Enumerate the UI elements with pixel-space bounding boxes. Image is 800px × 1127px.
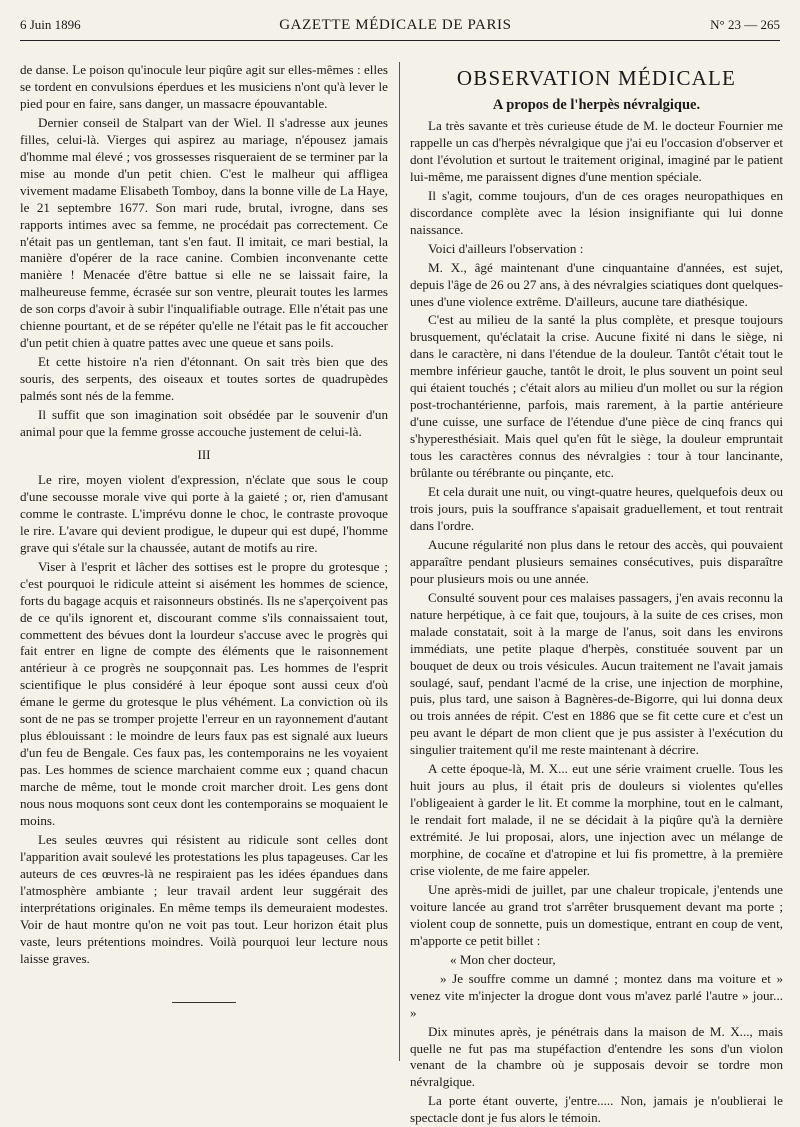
letter-salutation: « Mon cher docteur, — [450, 951, 556, 967]
end-rule — [172, 1002, 236, 1003]
issue-page-number: N° 23 — 265 — [710, 17, 780, 32]
paragraph: Les seules œuvres qui résistent au ridicule sont celles dont l'apparition avait soulevé les protestations les plus tapageuses. Car les auteurs de ces œuvres-là ne respiraient pas les idées épandues dans l'atmosphère ambiante ; leur travail ardent leur suggérait des interprétations originales. En même temps ils demeuraient modestes. Voir de haut montre qu'on ne voit pas tout. Leur horizon était plus vaste, leurs prétentions moindres. Voilà pourquoi leur lecture nous laisse graves. — [20, 831, 388, 966]
paragraph: Et cette histoire n'a rien d'étonnant. On sait très bien que des souris, des serpents, des oiseaux et toutes sortes de quadrupèdes palmés sont nés de la femme. — [20, 354, 388, 404]
paragraph: Le rire, moyen violent d'expression, n'éclate que sous le coup d'une secousse morale vive qui porte à la gaieté ; or, rien d'amusant comme le contraste. L'imprévu donne le choc, le contraste provoque le rire. L'avare qui devient prodigue, le dupeur qui est dupé, l'homme grave qui s'étale sur la chaussée, autant de motifs au rire. — [20, 471, 388, 555]
paragraph: M. X., âgé maintenant d'une cinquantaine d'années, est sujet, depuis l'âge de 26 ou 27 ans, à des névralgies sciatiques dont quelques-unes d'une violence extrême. D'ailleurs, aucune tare diathésique. — [410, 259, 783, 309]
paragraph: Il s'agit, comme toujours, d'un de ces orages neuropathiques en discordance complète avec la lésion insignifiante qui lui donne naissance. — [410, 187, 783, 237]
header-rule — [20, 40, 780, 41]
paragraph: Il suffit que son imagination soit obsédée par le souvenir d'un animal pour que la femme grosse accouche justement de celui-là. — [20, 407, 388, 440]
right-column — [410, 62, 783, 1126]
paragraph: Dix minutes après, je pénétrais dans la maison de M. X..., mais quelle ne fut pas ma stupéfaction d'entendre les sons d'un violon venant de la chambre où je supposais devoir se tordre mon névralgique. — [410, 1023, 783, 1090]
issue-date: 6 Juin 1896 — [20, 17, 81, 32]
paragraph: de danse. Le poison qu'inocule leur piqûre agit sur elles-mêmes : elles se tordent en convulsions éperdues et les musiciens n'ont qu'à lever le pied pour en faire, sans danger, un massacre épouvantable. — [20, 62, 388, 111]
column-divider — [399, 62, 400, 1061]
section-number: III — [197, 446, 211, 462]
paragraph: Viser à l'esprit et lâcher des sottises est le propre du grotesque ; c'est pourquoi le ridicule atteint si aisément les hommes de science, forts du bagage acquis et raisonneurs obstinés. Ils ne s'aperçoivent pas de ce qu'ils ignorent et, discourant comme s'ils connaissaient tout, commettent des bévues dont la lourdeur s'accuse avec le progrès qui fait entrer en ligne de compte des éléments que le raisonnement antérieur à ce progrès ne soupçonnait pas. Les hommes de l'esprit scientifique le plus considéré à leur époque sont aussi ceux d'où émane le germe du grotesque le plus véhément. La conviction où ils sont de ne pas se tromper projette l'erreur en un rayonnement d'autant plus éblouissant : le moindre de leurs faux pas est signalé aux lueurs d'un feu de Bengale. Ces faux pas, les contemporains ne les voyaient pas. Les hommes de science marchaient comme eux ; quand chacun marche de même, tout le monde croit marcher droit. Les gens dont nous nous moquons sont ceux dont les contemporains se moquaient le moins. — [20, 558, 388, 828]
running-header — [20, 14, 780, 36]
letter-body: » Je souffre comme un damné ; montez dans ma voiture et » venez vite m'injecter la drogue dont vous m'avez parlé l'autre » jour... » — [410, 970, 783, 1020]
paragraph: Et cela durait une nuit, ou vingt-quatre heures, quelquefois deux ou trois jours, puis la souffrance s'apaisait graduellement, et tout rentrait dans l'ordre. — [410, 484, 783, 533]
paragraph: La très savante et très curieuse étude de M. le docteur Fournier me rappelle un cas d'herpès névralgique que j'ai eu l'occasion d'observer et dont l'évolution et surtout le traitement original, imaginé par le patient lui-même, me paraissent dignes d'une mention spéciale. — [410, 118, 783, 184]
paragraph: C'est au milieu de la santé la plus complète, et presque toujours brusquement, qu'éclatait la crise. Aucune fixité ni dans le siège, ni dans le caractère, ni dans l'étendue de la douleur. Tantôt c'était tout le membre inférieur gauche, tantôt le droit, le plus souvent un point seul qui étaient touchés ; c'était alors au milieu d'un mollet ou sur la région post-trochantérienne, parfois, mais rarement, à la partie antérieure d'une cuisse, une surface de l'étendue d'une pièce de cinq francs qui s'hyperesthésiait. Mais quel qu'en fût le siège, la douleur empruntait tous les caractères connus des névralgies : tour à tour lancinante, brûlante ou térébrante ou pinçante, etc. — [410, 312, 783, 481]
journal-title: GAZETTE MÉDICALE DE PARIS — [279, 16, 512, 33]
paragraph: Consulté souvent pour ces malaises passagers, j'en avais reconnu la nature herpétique, à ce fait que, toujours, à la suite de ces crises, mon malade constatait, soit à la marge de l'anus, soit dans les environs immédiats, une petite plaque d'herpès, constituée souvent par un bouquet de deux ou trois vésicules. Aucun traitement ne l'avait jamais soulagé, sauf, pendant l'acmé de la crise, une injection de morphine, puis, plus tard, une saison à Bagnères-de-Bigorre, qui lui donna deux ou trois années de répit. C'est en 1886 que se fit cette cure et c'est un peu avant le départ de mon client que je pus assister à l'exécution du singulier traitement qu'il me reste maintenant à décrire. — [410, 589, 783, 758]
left-column — [20, 62, 388, 1069]
paragraph: La porte étant ouverte, j'entre..... Non, jamais je n'oublierai le spectacle dont je fus alors le témoin. — [410, 1093, 783, 1126]
paragraph: Une après-midi de juillet, par une chaleur tropicale, j'entends une voiture lancée au grand trot s'arrêter brusquement devant ma porte ; violent coup de sonnette, puis un domestique, entrant en coup de vent, m'apporte ce petit billet : — [410, 881, 783, 948]
paragraph: A cette époque-là, M. X... eut une série vraiment cruelle. Tous les huit jours au plus, il était pris de douleurs si violentes qu'elles l'obligeaient à garder le lit. Et comme la morphine, tout en le calmant, le rendait fort malade, il ne se décidait à la piqûre qu'à la dernière extrémité. Je lui proposai, alors, une injection avec un mélange de morphine, de cocaïne et d'atropine et lui fis promettre, à la première crise violente, de me faire appeler. — [410, 761, 783, 878]
paragraph: Voici d'ailleurs l'observation : — [428, 240, 584, 256]
paragraph: Aucune régularité non plus dans le retour des accès, qui pouvaient apparaître pendant plusieurs semaines consécutives, puis disparaître pour plusieurs mois ou une année. — [410, 536, 783, 586]
article-title: OBSERVATION MÉDICALE — [456, 66, 737, 90]
paragraph: Dernier conseil de Stalpart van der Wiel. Il s'adresse aux jeunes filles, celui-là. Vierges qui aspirez au mariage, n'épousez jamais d'homme mal élevé ; vos grossesses risqueraient de se terminer par la mise au monde d'un petit chien. C'est le malheur qui affligea vivement madame Elisabeth Tomboy, dans la bonne ville de La Haye, le 21 septembre 1677. Son mari rude, brutal, ivrogne, dans ses rapports intimes avec sa femme, ne procédait pas correctement. Ce n'était pas un gentleman, tant s'en faut. Il imitait, ce mari bestial, la manière d'opérer de la race canine. Combien inconvenante cette manière ! Menacée d'être battue si elle ne se laissait faire, la malheureuse femme, écrasée sur son ventre, pleurait toutes les larmes de son corps d'avoir à subir l'inqualifiable outrage. Elle n'était pas une chienne pourtant, et de se répéter qu'elle ne l'était pas le fit accoucher d'un petit chien à quatre pattes avec une queue et sans poils. — [20, 114, 388, 351]
article-subtitle: A propos de l'herpès névralgique. — [492, 97, 701, 113]
